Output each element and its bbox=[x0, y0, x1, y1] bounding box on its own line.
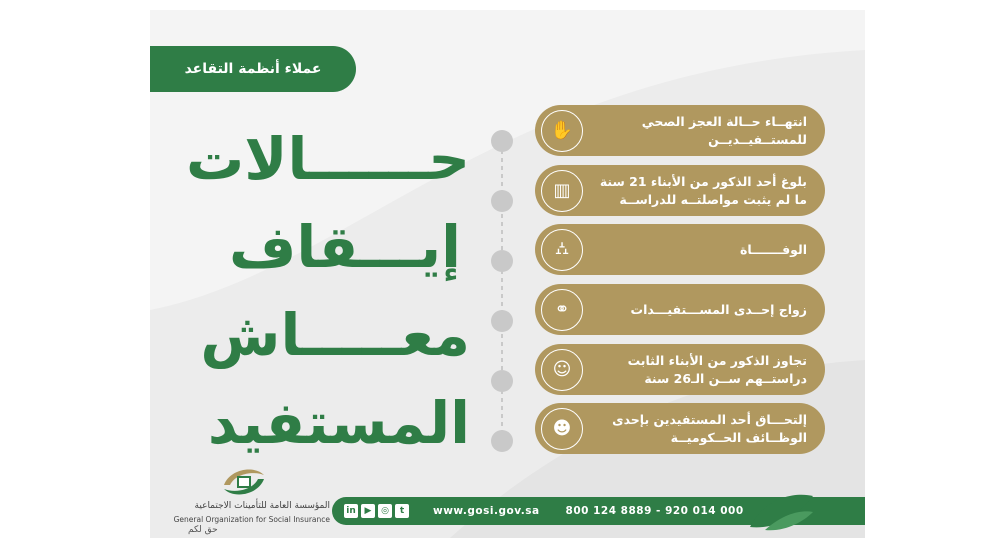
gosi-logo-mark bbox=[220, 465, 268, 499]
timeline-dot bbox=[491, 370, 513, 392]
instagram-icon[interactable]: ◎ bbox=[378, 504, 392, 518]
title-line: حــــــالات bbox=[186, 125, 470, 193]
timeline-dot bbox=[491, 310, 513, 332]
infographic-card bbox=[150, 10, 865, 538]
case-text-line2: ما لم يثبت مواصلتــه للدراســة bbox=[619, 191, 807, 207]
case-text-line1: زواج إحــدى المســـتفيـــدات bbox=[630, 301, 807, 317]
graduate-icon: ☺ bbox=[541, 349, 583, 391]
twitter-icon[interactable]: t bbox=[395, 504, 409, 518]
case-item-disability-end bbox=[535, 105, 825, 156]
employee-icon: ☻ bbox=[541, 408, 583, 450]
youtube-icon[interactable]: ▶ bbox=[361, 504, 375, 518]
case-text-line1: تجاوز الذكور من الأبناء الثابت bbox=[627, 352, 807, 368]
case-text-line2: للمستــفيــديــن bbox=[708, 131, 807, 147]
page-title bbox=[186, 115, 470, 467]
rings-icon: ⚭ bbox=[541, 289, 583, 331]
title-line: معـــــاش bbox=[200, 301, 470, 369]
books-icon: ▥ bbox=[541, 170, 583, 212]
social-links bbox=[344, 504, 409, 518]
case-text-line1: إلتحـــاق أحد المستفيدين بإحدى bbox=[612, 411, 807, 427]
logo-english-name: General Organization for Social Insurance bbox=[173, 515, 330, 524]
case-item-son-age-21 bbox=[535, 165, 825, 216]
website-link[interactable]: www.gosi.gov.sa bbox=[433, 505, 540, 517]
grave-icon: ⛼ bbox=[541, 229, 583, 271]
title-line: المستفيد bbox=[207, 389, 470, 457]
case-text-line2: الوظــائف الحــكوميــة bbox=[670, 429, 807, 445]
case-item-marriage bbox=[535, 284, 825, 335]
timeline-dot bbox=[491, 430, 513, 452]
timeline-dot bbox=[491, 130, 513, 152]
case-text-line1: الوفـــــــاة bbox=[740, 241, 807, 257]
title-line: إيـــقاف bbox=[228, 213, 462, 281]
case-text-line1: بلوغ أحد الذكور من الأبناء 21 سنة bbox=[599, 173, 807, 189]
timeline-dot bbox=[491, 250, 513, 272]
case-text-line1: انتهــاء حــالة العجز الصحي bbox=[641, 113, 807, 129]
logo-arabic-name: المؤسسة العامة للتأمينات الاجتماعية bbox=[194, 501, 330, 511]
logo-slogan: حق لكم bbox=[188, 525, 218, 535]
case-text-line2: دراستــهم ســن الـ26 سنة bbox=[644, 370, 807, 386]
case-item-government-job bbox=[535, 403, 825, 454]
hand-icon: ✋ bbox=[541, 110, 583, 152]
case-item-student-age-26 bbox=[535, 344, 825, 395]
timeline-dot bbox=[491, 190, 513, 212]
leaf-decoration bbox=[745, 492, 815, 532]
phone-numbers: 800 124 8889 - 920 014 000 bbox=[565, 505, 744, 517]
linkedin-icon[interactable]: in bbox=[344, 504, 358, 518]
timeline-dots bbox=[491, 120, 521, 450]
case-item-death bbox=[535, 224, 825, 275]
header-tag: عملاء أنظمة التقاعد bbox=[150, 46, 356, 92]
